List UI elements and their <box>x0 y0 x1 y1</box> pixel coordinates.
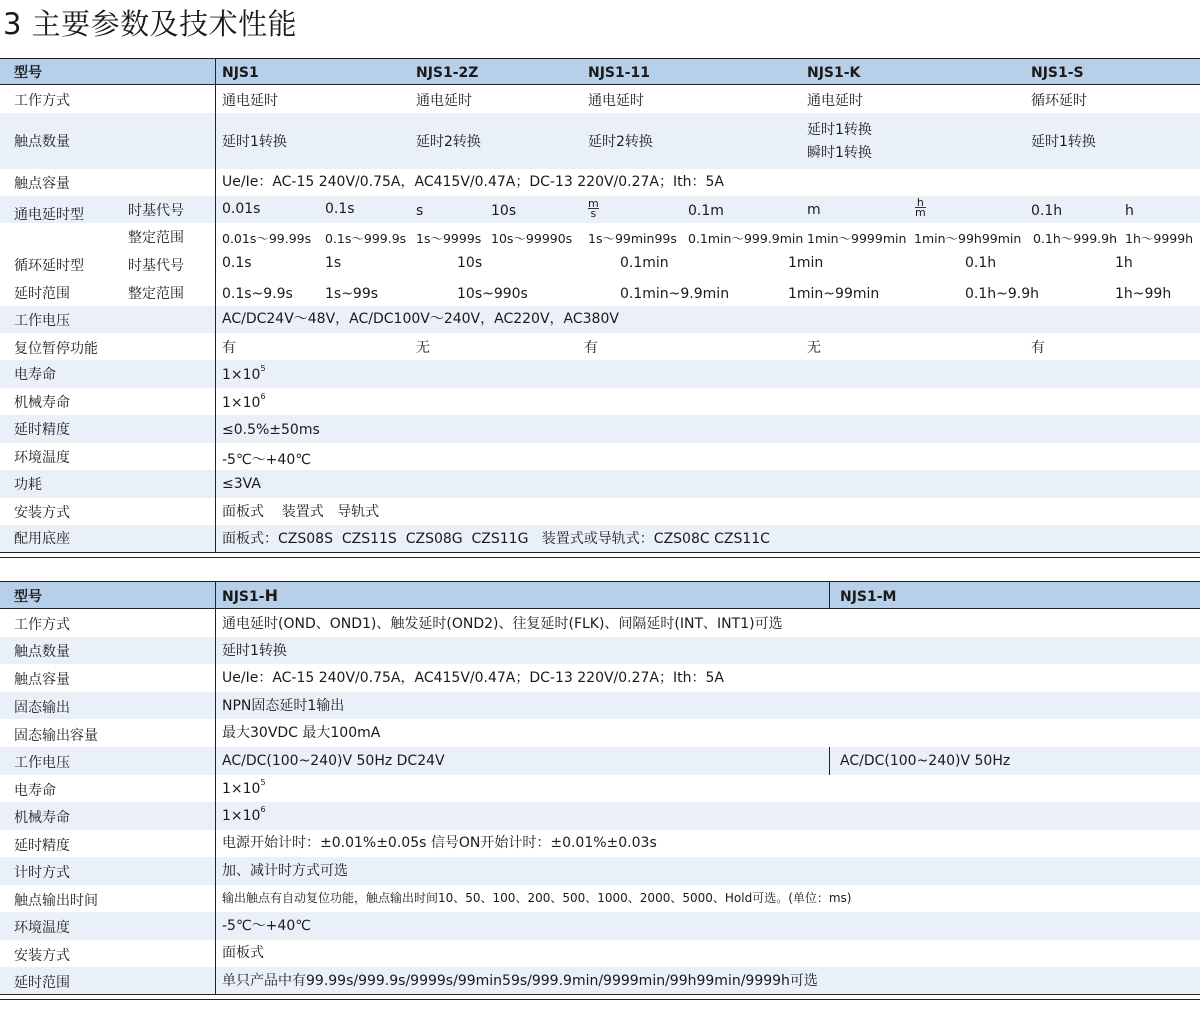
cell: Ue/Ie：AC-15 240V/0.75A，AC415V/0.47A；DC-13 220V/0.27A；Ith：5A <box>222 670 724 686</box>
row-sublabel: 时基代号 <box>128 258 184 274</box>
cell: 0.1h～999.9h <box>1033 231 1118 246</box>
table-row <box>0 250 1200 278</box>
table-row <box>0 912 1200 940</box>
frac-bottom: s <box>588 208 599 218</box>
frac-bottom: m <box>915 206 926 219</box>
cell: AC/DC24V～48V，AC/DC100V～240V，AC220V，AC380V <box>222 311 619 327</box>
col-model-header: 型号 <box>14 65 42 81</box>
cell: 有 <box>1031 340 1045 356</box>
table-row <box>0 857 1200 885</box>
cell: m <box>807 202 821 218</box>
cell: 1min～99h99min <box>914 231 1022 246</box>
cell: 面板式：CZS08S CZS11S CZS08G CZS11G 装置式或导轨式：CZS08C CZS11C <box>222 531 770 547</box>
cell: 1h <box>1115 255 1133 271</box>
row-sublabel: 整定范围 <box>128 230 184 246</box>
col-njs1-h-prefix: NJS1- <box>222 589 265 605</box>
cell: -5℃～+40℃ <box>222 918 311 934</box>
row-label: 固态输出容量 <box>14 728 98 744</box>
cell: 0.1min～999.9min <box>688 231 804 246</box>
row-label: 电寿命 <box>14 783 56 799</box>
table-row <box>0 664 1200 692</box>
cell: 0.1min~9.9min <box>620 286 730 302</box>
cell: 通电延时 <box>588 93 644 109</box>
fraction-m-s <box>588 199 599 218</box>
cell: AC/DC(100~240)V 50Hz <box>840 753 1011 769</box>
cell-exp: 5 <box>260 778 266 787</box>
cell: 面板式 装置式 导轨式 <box>222 504 380 520</box>
cell: 通电延时 <box>807 93 863 109</box>
row-label: 环境温度 <box>14 450 70 466</box>
table-row <box>0 885 1200 912</box>
cell: 无 <box>807 340 821 356</box>
cell: 加、减计时方式可选 <box>222 863 348 879</box>
cell: 延时1转换 <box>222 643 287 659</box>
cell: 循环延时 <box>1031 93 1087 109</box>
row-label: 触点容量 <box>14 176 70 192</box>
row-label: 延时精度 <box>14 838 70 854</box>
column-divider <box>215 58 216 553</box>
cell: 0.1s~9.9s <box>222 286 293 302</box>
table-row <box>0 609 1200 637</box>
cell: ≤3VA <box>222 476 261 492</box>
bottom-rule <box>0 999 1200 1000</box>
cell: 有 <box>222 340 236 356</box>
table-row <box>0 498 1200 525</box>
row-label: 工作电压 <box>14 313 70 329</box>
table-row <box>0 443 1200 470</box>
table-row <box>0 306 1200 333</box>
cell: 0.1s～999.9s <box>325 231 407 246</box>
table-row <box>0 333 1200 360</box>
row-label: 工作电压 <box>14 755 70 771</box>
row-label: 安装方式 <box>14 505 70 521</box>
table-row <box>0 113 1200 169</box>
cell: 1h~99h <box>1115 286 1172 302</box>
cell: 1min～9999min <box>807 231 907 246</box>
cell: 0.01s～99.99s <box>222 231 312 246</box>
cell: NPN固态延时1输出 <box>222 698 345 714</box>
table-row <box>0 775 1200 802</box>
table-row <box>0 278 1200 306</box>
row-label: 延时精度 <box>14 422 70 438</box>
cell-exp: 6 <box>260 392 266 401</box>
cell <box>222 780 266 798</box>
cell: 瞬时1转换 <box>807 145 872 161</box>
cell <box>222 394 266 412</box>
table-separator <box>0 557 1200 558</box>
table1-header-row <box>0 58 1200 85</box>
table-row <box>0 719 1200 747</box>
col-model-header: 型号 <box>14 589 42 605</box>
cell: 0.1h <box>965 255 997 271</box>
cell-exp: 6 <box>260 805 266 814</box>
row-label: 触点数量 <box>14 644 70 660</box>
cell: 1s <box>325 255 342 271</box>
frac-top: m <box>588 197 599 210</box>
cell <box>222 807 266 825</box>
row-label: 配用底座 <box>14 531 70 547</box>
table-row <box>0 196 1200 223</box>
cell: 0.1m <box>688 203 724 219</box>
cell: 0.1min <box>620 255 669 271</box>
cell: h <box>1125 203 1134 219</box>
cell: 1s~99s <box>325 286 379 302</box>
cell: -5℃～+40℃ <box>222 452 311 468</box>
row-label: 触点容量 <box>14 672 70 688</box>
cell: 0.01s <box>222 201 261 217</box>
cell: 通电延时 <box>416 93 472 109</box>
table-row <box>0 470 1200 498</box>
cell: 10s～99990s <box>491 231 573 246</box>
row-label: 触点数量 <box>14 134 70 150</box>
row-label: 功耗 <box>14 477 42 493</box>
cell: 1h～9999h <box>1125 231 1194 246</box>
cell-exp: 5 <box>260 364 266 373</box>
col-njs1-s: NJS1-S <box>1031 65 1084 81</box>
row-label: 机械寿命 <box>14 395 70 411</box>
cell-base: 1×10 <box>222 808 261 824</box>
table-row <box>0 637 1200 664</box>
table-row <box>0 940 1200 967</box>
col-njs1-h-suffix: H <box>264 586 278 605</box>
fraction-h-m <box>915 198 926 217</box>
cell: 0.1s <box>222 255 252 271</box>
cell: 通电延时(OND、OND1)、触发延时(OND2)、往复延时(FLK)、间隔延时(INT、INT1)可选 <box>222 616 783 632</box>
row-label: 电寿命 <box>14 367 56 383</box>
table-row <box>0 747 1200 775</box>
row-sublabel: 时基代号 <box>128 203 184 219</box>
table-row <box>0 802 1200 830</box>
cell: 1s～9999s <box>416 231 482 246</box>
row-label: 触点输出时间 <box>14 893 98 909</box>
row-label: 工作方式 <box>14 93 70 109</box>
cell: 电源开始计时：±0.01%±0.05s 信号ON开始计时：±0.01%±0.03s <box>222 835 657 851</box>
row-label: 延时范围 <box>14 975 70 991</box>
cell: 1min~99min <box>788 286 880 302</box>
cell: 1s～99min99s <box>588 231 677 246</box>
cell-base: 1×10 <box>222 781 261 797</box>
group-label-range: 延时范围 <box>14 286 70 302</box>
cell-base: 1×10 <box>222 395 261 411</box>
column-divider <box>215 581 216 995</box>
col-njs1: NJS1 <box>222 65 259 81</box>
cell: Ue/Ie：AC-15 240V/0.75A，AC415V/0.47A；DC-13 220V/0.27A；Ith：5A <box>222 174 724 190</box>
cell: ≤0.5%±50ms <box>222 422 320 438</box>
table-row <box>0 967 1200 995</box>
cell: 延时1转换 <box>807 122 872 138</box>
cell: 最大30VDC 最大100mA <box>222 725 381 741</box>
table-row <box>0 169 1200 196</box>
cell: 0.1h~9.9h <box>965 286 1040 302</box>
cell: s <box>416 203 424 219</box>
cell: 0.1s <box>325 201 355 217</box>
row-label: 机械寿命 <box>14 810 70 826</box>
cell: 10s <box>457 255 483 271</box>
table2-header-row <box>0 581 1200 609</box>
cell: 延时1转换 <box>1031 134 1096 150</box>
column-divider <box>829 747 830 775</box>
col-njs1-k: NJS1-K <box>807 65 861 81</box>
cell: 1min <box>788 255 824 271</box>
row-label: 复位暂停功能 <box>14 341 98 357</box>
cell-base: 1×10 <box>222 367 261 383</box>
cell <box>222 366 266 384</box>
frac-top: h <box>916 196 924 209</box>
cell: 延时2转换 <box>588 134 653 150</box>
row-label: 环境温度 <box>14 920 70 936</box>
cell: 10s~990s <box>457 286 528 302</box>
table-row <box>0 223 1200 250</box>
cell: 无 <box>416 340 430 356</box>
group-label-power-on: 通电延时型 <box>14 207 84 223</box>
cell: 延时1转换 <box>222 134 287 150</box>
table-row <box>0 830 1200 857</box>
row-label: 工作方式 <box>14 617 70 633</box>
cell: 10s <box>491 203 517 219</box>
row-label: 安装方式 <box>14 948 70 964</box>
col-njs1-2z: NJS1-2Z <box>416 65 479 81</box>
table-row <box>0 388 1200 415</box>
table-row <box>0 415 1200 443</box>
table-row <box>0 692 1200 719</box>
table-row <box>0 525 1200 553</box>
cell: AC/DC(100~240)V 50Hz DC24V <box>222 753 445 769</box>
table-row <box>0 86 1200 113</box>
column-divider <box>829 581 830 609</box>
row-label: 计时方式 <box>14 865 70 881</box>
row-label: 固态输出 <box>14 700 70 716</box>
group-label-cyclic: 循环延时型 <box>14 258 84 274</box>
cell: 输出触点有自动复位功能，触点输出时间10、50、100、200、500、1000、2000、5000、Hold可选。(单位：ms) <box>222 891 852 905</box>
cell: 单只产品中有99.99s/999.9s/9999s/99min59s/999.9min/9999min/99h99min/9999h可选 <box>222 973 818 989</box>
col-njs1-h <box>222 587 278 606</box>
table-row <box>0 360 1200 388</box>
cell: 0.1h <box>1031 203 1063 219</box>
cell: 面板式 <box>222 945 264 961</box>
col-njs1-11: NJS1-11 <box>588 65 651 81</box>
cell: 延时2转换 <box>416 134 481 150</box>
row-sublabel: 整定范围 <box>128 286 184 302</box>
cell: 通电延时 <box>222 93 278 109</box>
cell: 有 <box>584 340 598 356</box>
section-title: 3 主要参数及技术性能 <box>3 7 298 41</box>
col-njs1-m: NJS1-M <box>840 589 897 605</box>
